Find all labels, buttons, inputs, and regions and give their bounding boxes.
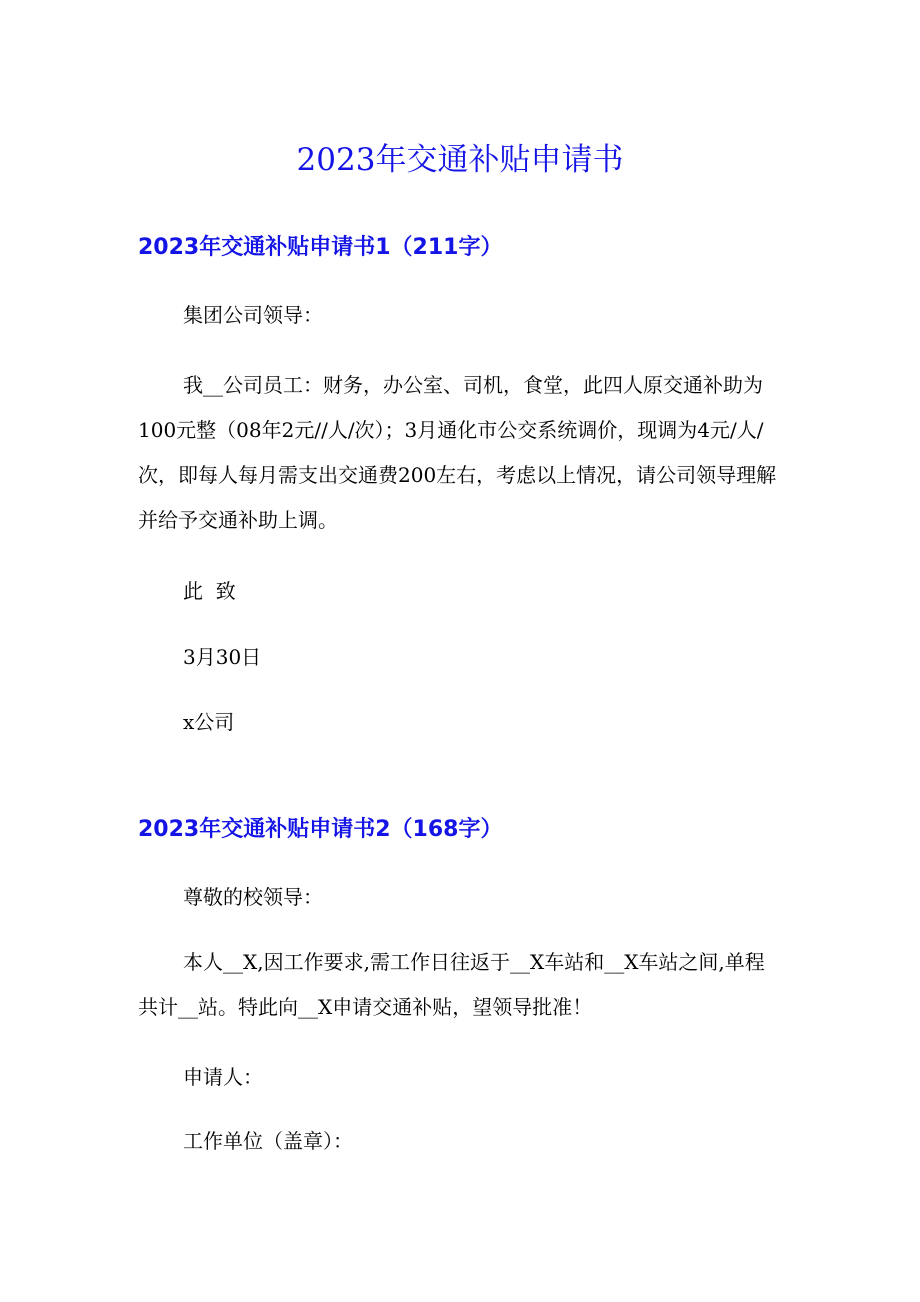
- document-title: 2023年交通补贴申请书: [296, 142, 624, 178]
- section-2-employer-label: 工作单位（盖章）：: [183, 1129, 353, 1153]
- section-2-heading: 2023年交通补贴申请书2（168字）: [138, 817, 503, 842]
- section-1-body: 我__公司员工：财务，办公室、司机，食堂，此四人原交通补助为100元整（08年2元//人/次）；3月通化市公交系统调价，现调为4元/人/次，即每人每月需支出交通费200左右，考虑以上情况，请公司领导理解并给予交通补助上调。: [138, 373, 777, 532]
- section-1-heading: 2023年交通补贴申请书1（211字）: [138, 235, 503, 260]
- section-1-signature: x公司: [183, 710, 235, 734]
- section-1-salutation: 集团公司领导：: [183, 303, 323, 327]
- section-1-date: 3月30日: [183, 645, 262, 669]
- section-2-salutation: 尊敬的校领导：: [183, 885, 323, 909]
- section-2-applicant-label: 申请人：: [183, 1065, 263, 1089]
- section-1-closing: 此 致: [183, 579, 236, 603]
- section-2-body: 本人__X,因工作要求,需工作日往返于__X车站和__X车站之间,单程共计__站。特此向__X申请交通补贴，望领导批准！: [138, 950, 765, 1019]
